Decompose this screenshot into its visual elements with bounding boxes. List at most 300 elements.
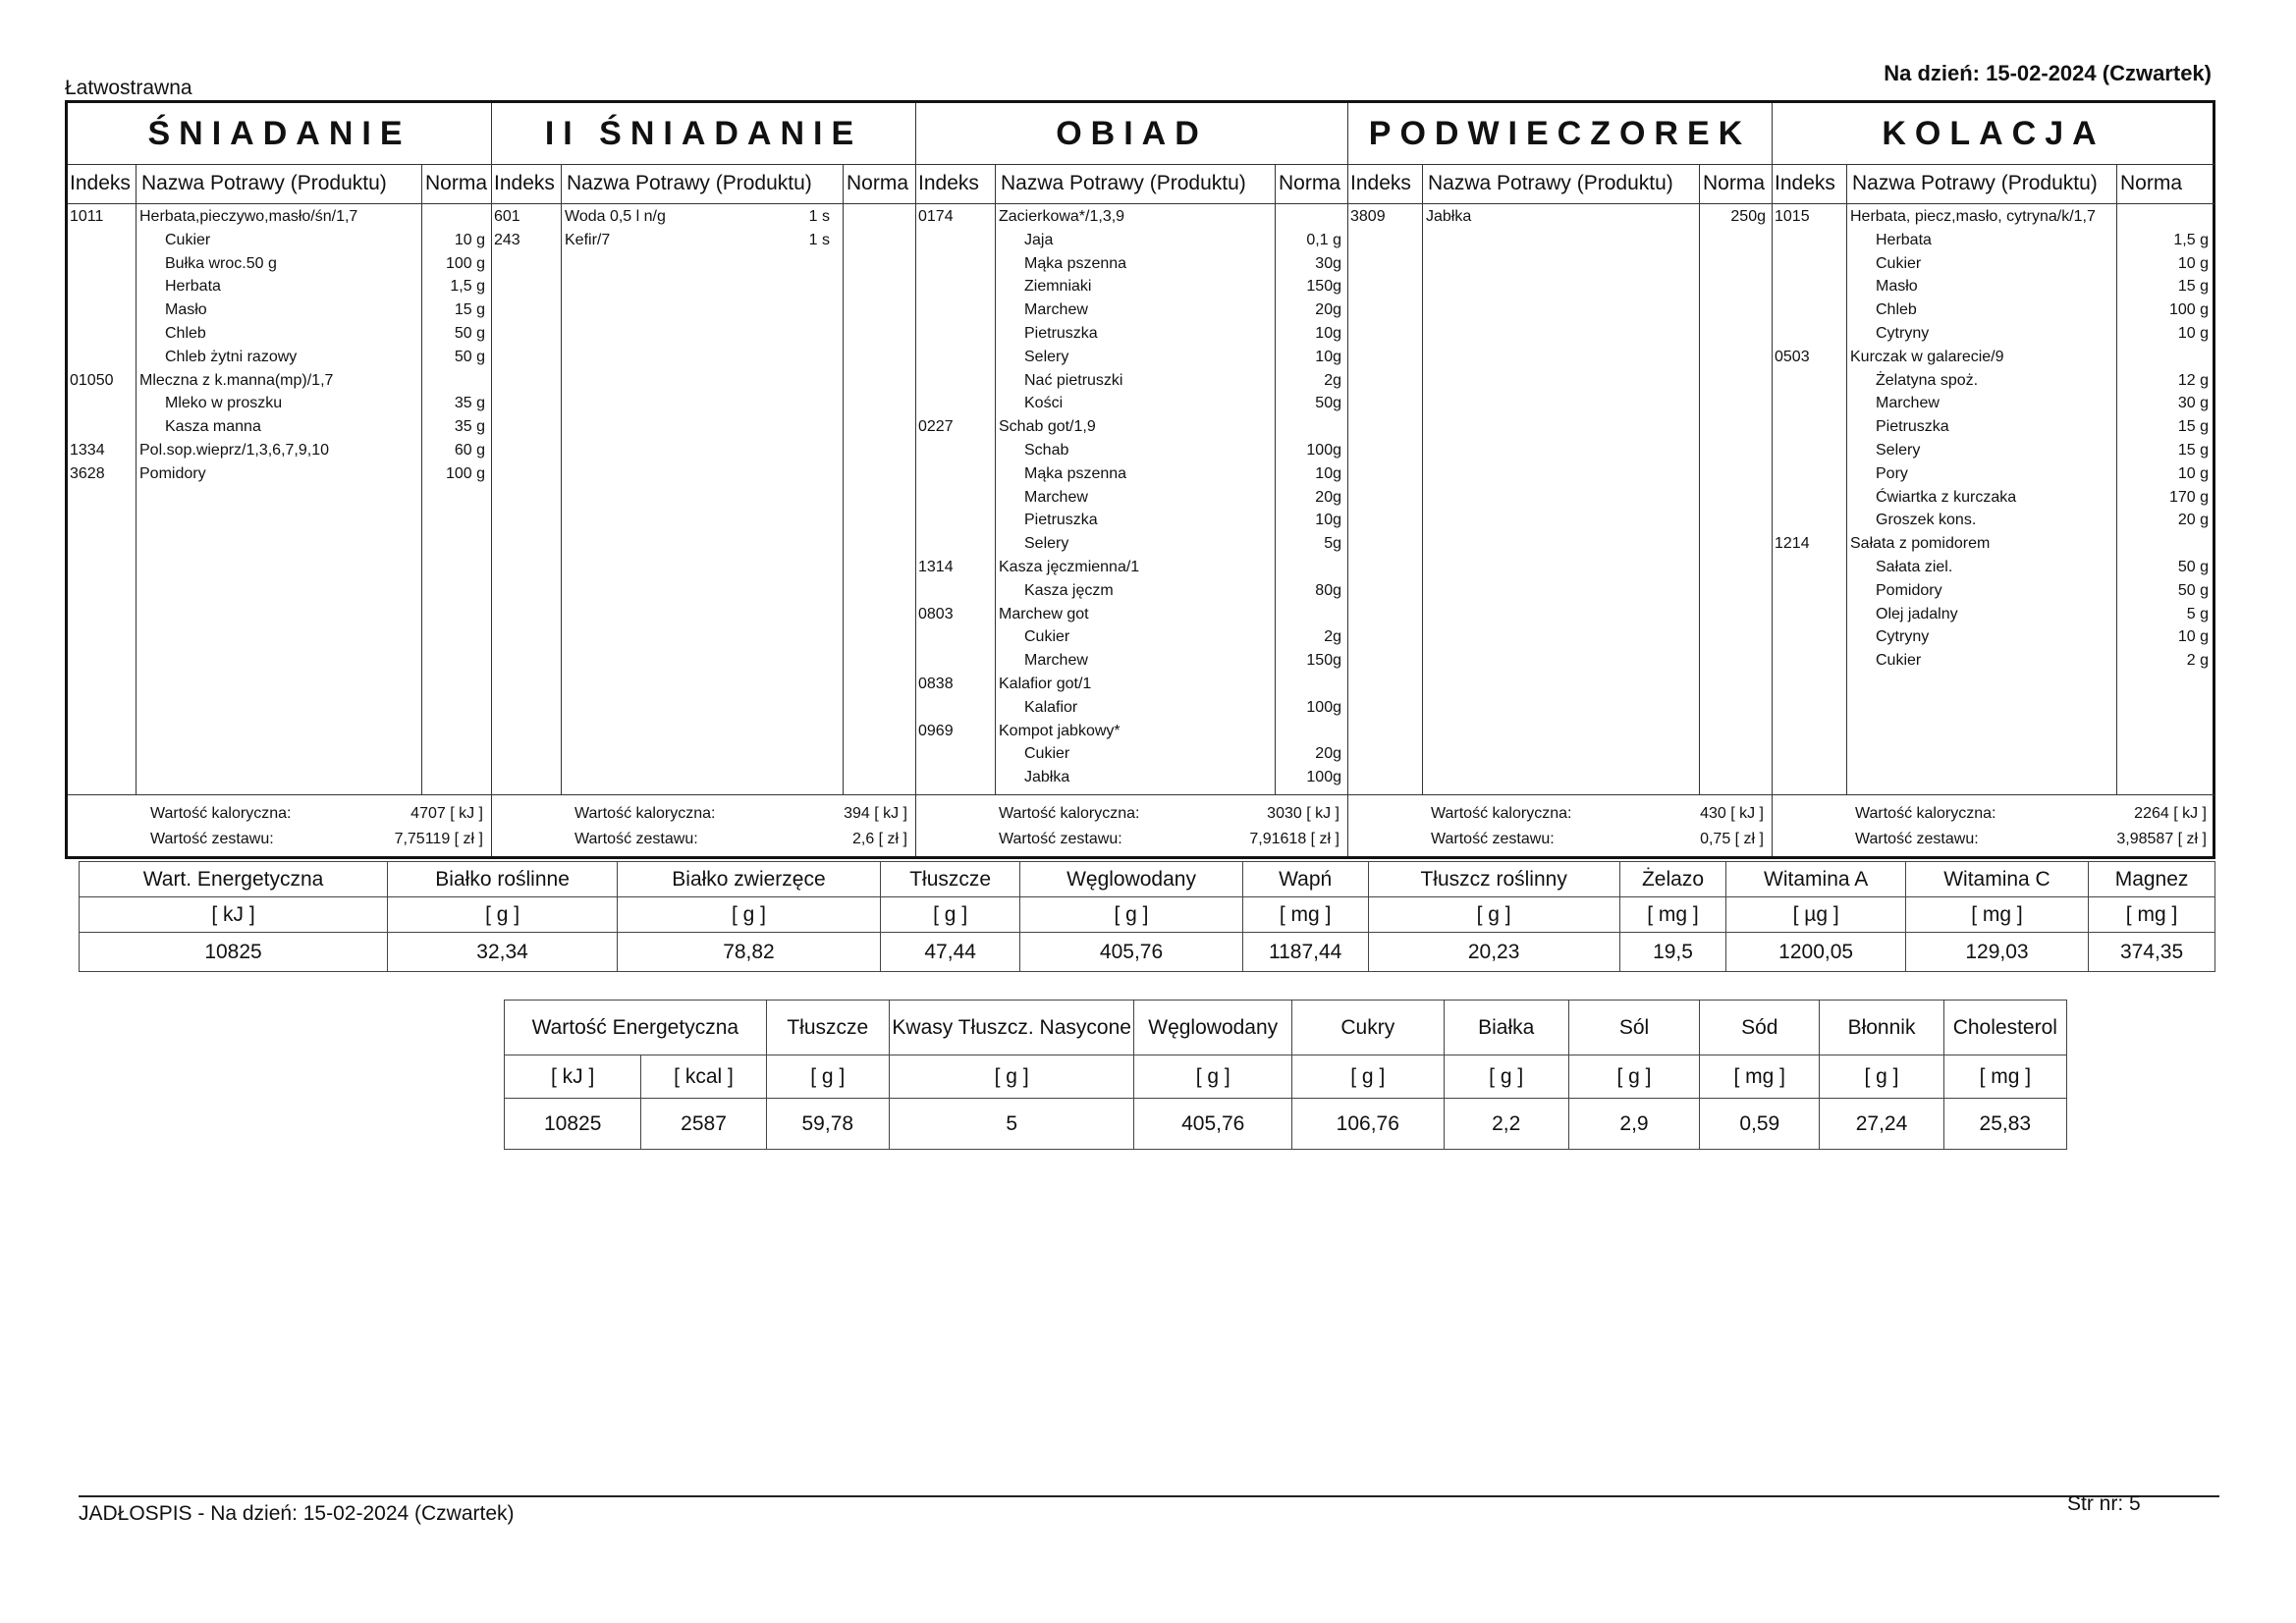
column-divider	[843, 164, 844, 795]
nutrition-value-cell: 19,5	[1619, 933, 1726, 972]
dish-norm: 50 g	[2177, 558, 2209, 575]
dish-norm: 100g	[1306, 769, 1341, 786]
dish-name: Herbata	[165, 278, 221, 296]
meal-column-headers	[916, 164, 1347, 204]
dish-row	[1348, 208, 1772, 232]
nutrition-label-table	[504, 1000, 2067, 1150]
label-value-cell: 10825	[505, 1099, 641, 1150]
dish-name: Marchew	[1024, 652, 1088, 670]
dish-norm: 35 g	[454, 395, 485, 412]
dish-row	[1773, 465, 2214, 489]
label-unit-cell: [ mg ]	[1943, 1055, 2066, 1099]
dish-norm: 2g	[1324, 628, 1341, 646]
dish-name: Groszek kons.	[1876, 512, 1977, 529]
dish-norm: 50 g	[2177, 581, 2209, 599]
page-number: Str nr: 5	[2067, 1492, 2141, 1515]
meal-title: II ŚNIADANIE	[492, 103, 915, 165]
dish-row	[492, 232, 915, 255]
dish-norm: 100 g	[2168, 301, 2209, 319]
header-name: Nazwa Potrawy (Produktu)	[1428, 172, 1673, 194]
dish-norm: 15 g	[454, 301, 485, 319]
dish-name: Marchew	[1876, 395, 1940, 412]
label-unit-cell: [ g ]	[1820, 1055, 1943, 1099]
dish-norm: 1,5 g	[450, 278, 485, 296]
nutrition-unit-cell: [ µg ]	[1726, 897, 1905, 933]
dish-row	[916, 535, 1347, 559]
dish-row	[916, 208, 1347, 232]
dish-row	[916, 301, 1347, 325]
nutrition-units-row	[80, 897, 2215, 933]
dish-row	[68, 208, 491, 232]
nutrition-value-cell: 20,23	[1368, 933, 1619, 972]
meal-title: ŚNIADANIE	[68, 103, 491, 165]
meal-cost-label: Wartość zestawu:	[150, 831, 274, 847]
dish-row	[1773, 535, 2214, 559]
header-index: Indeks	[1350, 172, 1411, 194]
header-name: Nazwa Potrawy (Produktu)	[1852, 172, 2098, 194]
dish-row	[916, 559, 1347, 582]
dish-index: 243	[494, 231, 520, 248]
dish-list	[68, 208, 491, 489]
dish-name: Pory	[1876, 464, 1908, 482]
dish-norm: 10g	[1315, 512, 1341, 529]
dish-row	[68, 372, 491, 396]
dish-row	[1773, 395, 2214, 418]
label-unit-cell: [ g ]	[1134, 1055, 1292, 1099]
meal-calories-label: Wartość kaloryczna:	[574, 805, 716, 822]
meal-cost-value: 3,98587 [ zł ]	[2116, 831, 2207, 847]
diet-type: Łatwostrawna	[65, 77, 192, 99]
meal-calories-label: Wartość kaloryczna:	[150, 805, 292, 822]
dish-name: Ćwiartka z kurczaka	[1876, 488, 2017, 506]
dish-name: Cukier	[165, 231, 211, 248]
dish-row	[68, 349, 491, 372]
dish-row	[916, 442, 1347, 465]
label-value-cell: 2,2	[1444, 1099, 1568, 1150]
dish-row	[1773, 559, 2214, 582]
footer-rule	[79, 1495, 2219, 1497]
dish-norm: 100g	[1306, 441, 1341, 459]
nutrition-header-cell: Wart. Energetyczna	[80, 862, 388, 897]
dish-norm: 35 g	[454, 418, 485, 436]
dish-norm: 150g	[1306, 652, 1341, 670]
dish-name: Kasza jęczmienna/1	[999, 558, 1140, 575]
dish-norm: 1 s	[808, 208, 830, 225]
nutrition-value-cell: 10825	[80, 933, 388, 972]
dish-name: Zacierkowa*/1,3,9	[999, 208, 1125, 225]
dish-norm: 20 g	[2177, 512, 2209, 529]
label-value-cell: 27,24	[1820, 1099, 1943, 1150]
dish-name: Marchew got	[999, 605, 1089, 622]
dish-norm: 100 g	[445, 464, 485, 482]
dish-norm: 1 s	[808, 231, 830, 248]
label-unit-cell: [ kcal ]	[641, 1055, 766, 1099]
label-value-cell: 405,76	[1134, 1099, 1292, 1150]
meal-column-4	[1348, 103, 1773, 856]
dish-row	[1773, 628, 2214, 652]
dish-name: Jabłka	[1426, 208, 1472, 225]
meal-column-3	[916, 103, 1348, 856]
nutrition-header-cell: Magnez	[2089, 862, 2215, 897]
dish-row	[1773, 442, 2214, 465]
nutrition-header-cell: Witamina C	[1905, 862, 2088, 897]
dish-norm: 15 g	[2177, 278, 2209, 296]
dish-name: Pol.sop.wieprz/1,3,6,7,9,10	[139, 441, 330, 459]
dish-name: Mąka pszenna	[1024, 464, 1127, 482]
dish-name: Marchew	[1024, 301, 1088, 319]
meal-summary	[1348, 795, 1772, 856]
dish-norm: 30 g	[2177, 395, 2209, 412]
dish-norm: 50g	[1315, 395, 1341, 412]
dish-row	[1773, 255, 2214, 279]
header-norm: Norma	[1279, 172, 1341, 194]
dish-name: Kefir/7	[565, 231, 611, 248]
dish-row	[68, 255, 491, 279]
nutrition-unit-cell: [ kJ ]	[80, 897, 388, 933]
dish-row	[916, 745, 1347, 769]
dish-norm: 15 g	[2177, 441, 2209, 459]
dish-row	[1773, 301, 2214, 325]
dish-norm: 0,1 g	[1306, 231, 1341, 248]
nutrition-header-cell: Witamina A	[1726, 862, 1905, 897]
header-norm: Norma	[847, 172, 909, 194]
dish-name: Pomidory	[139, 464, 206, 482]
dish-index: 1334	[70, 441, 105, 459]
nutrition-summary-table	[79, 861, 2215, 972]
meal-cost-label: Wartość zestawu:	[1855, 831, 1979, 847]
dish-name: Mleko w proszku	[165, 395, 283, 412]
header-index: Indeks	[918, 172, 979, 194]
nutrition-header-cell: Białko zwierzęce	[618, 862, 881, 897]
meal-column-headers	[68, 164, 491, 204]
dish-name: Masło	[1876, 278, 1918, 296]
dish-norm: 100 g	[445, 254, 485, 272]
dish-name: Bułka wroc.50 g	[165, 254, 277, 272]
meal-calories-label: Wartość kaloryczna:	[999, 805, 1140, 822]
label-headers-row	[505, 1001, 2067, 1055]
dish-name: Cukier	[1024, 745, 1070, 763]
dish-row	[916, 465, 1347, 489]
dish-row	[916, 699, 1347, 723]
label-header-cell: Błonnik	[1820, 1001, 1943, 1055]
dish-norm: 30g	[1315, 254, 1341, 272]
nutrition-value-cell: 1200,05	[1726, 933, 1905, 972]
dish-index: 1015	[1775, 208, 1810, 225]
dish-list	[492, 208, 915, 255]
meal-summary	[1773, 795, 2214, 856]
dish-name: Selery	[1024, 535, 1069, 553]
dish-norm: 20g	[1315, 301, 1341, 319]
dish-row	[68, 465, 491, 489]
label-value-cell: 25,83	[1943, 1099, 2066, 1150]
dish-name: Herbata,pieczywo,masło/śn/1,7	[139, 208, 358, 225]
meal-cost-value: 7,75119 [ zł ]	[394, 831, 483, 847]
dish-list	[1773, 208, 2214, 676]
label-value-cell: 106,76	[1292, 1099, 1445, 1150]
dish-row	[916, 628, 1347, 652]
meal-title: PODWIECZOREK	[1348, 103, 1772, 165]
dish-list	[916, 208, 1347, 792]
dish-row	[1773, 349, 2214, 372]
label-header-cell: Cukry	[1292, 1001, 1445, 1055]
dish-row	[68, 301, 491, 325]
dish-name: Kości	[1024, 395, 1064, 412]
dish-row	[68, 278, 491, 301]
dish-norm: 2 g	[2186, 652, 2209, 670]
dish-norm: 12 g	[2177, 371, 2209, 389]
label-header-cell: Cholesterol	[1943, 1001, 2066, 1055]
dish-index: 601	[494, 208, 520, 225]
nutrition-unit-cell: [ g ]	[388, 897, 618, 933]
dish-row	[916, 769, 1347, 792]
meal-column-1	[68, 103, 492, 856]
dish-name: Cukier	[1024, 628, 1070, 646]
meal-summary	[492, 795, 915, 856]
label-header-cell: Wartość Energetyczna	[505, 1001, 767, 1055]
dish-row	[1773, 418, 2214, 442]
dish-row	[68, 418, 491, 442]
nutrition-unit-cell: [ g ]	[1020, 897, 1242, 933]
column-divider	[1699, 164, 1700, 795]
dish-norm: 50 g	[454, 324, 485, 342]
label-value-cell: 5	[889, 1099, 1134, 1150]
footer-title: JADŁOSPIS - Na dzień: 15-02-2024 (Czwartek)	[79, 1502, 515, 1525]
label-value-cell: 0,59	[1700, 1099, 1820, 1150]
meal-cost-value: 7,91618 [ zł ]	[1249, 831, 1339, 847]
nutrition-unit-cell: [ mg ]	[1242, 897, 1368, 933]
dish-row	[916, 512, 1347, 535]
dish-row	[1773, 512, 2214, 535]
label-unit-cell: [ g ]	[1568, 1055, 1699, 1099]
dish-index: 0838	[918, 675, 954, 692]
meal-column-headers	[1773, 164, 2214, 204]
meal-menu-table	[65, 100, 2215, 859]
nutrition-header-cell: Wapń	[1242, 862, 1368, 897]
header-norm: Norma	[1703, 172, 1766, 194]
nutrition-value-cell: 32,34	[388, 933, 618, 972]
nutrition-header-cell: Żelazo	[1619, 862, 1726, 897]
dish-row	[916, 582, 1347, 606]
label-values-row	[505, 1099, 2067, 1150]
dish-index: 3628	[70, 464, 105, 482]
dish-name: Nać pietruszki	[1024, 371, 1123, 389]
dish-name: Cytryny	[1876, 324, 1930, 342]
dish-row	[916, 418, 1347, 442]
dish-norm: 50 g	[454, 348, 485, 365]
label-unit-cell: [ kJ ]	[505, 1055, 641, 1099]
dish-name: Olej jadalny	[1876, 605, 1958, 622]
nutrition-unit-cell: [ g ]	[618, 897, 881, 933]
label-unit-cell: [ mg ]	[1700, 1055, 1820, 1099]
nutrition-value-cell: 405,76	[1020, 933, 1242, 972]
dish-norm: 10 g	[2177, 324, 2209, 342]
meal-title: OBIAD	[916, 103, 1347, 165]
dish-name: Kasza manna	[165, 418, 261, 436]
dish-name: Ziemniaki	[1024, 278, 1092, 296]
dish-name: Herbata	[1876, 231, 1932, 248]
nutrition-header-cell: Tłuszcze	[880, 862, 1020, 897]
dish-norm: 10 g	[2177, 254, 2209, 272]
header-index: Indeks	[494, 172, 555, 194]
dish-row	[1773, 325, 2214, 349]
label-header-cell: Sód	[1700, 1001, 1820, 1055]
dish-norm: 10g	[1315, 348, 1341, 365]
dish-name: Cukier	[1876, 652, 1922, 670]
nutrition-header-cell: Białko roślinne	[388, 862, 618, 897]
dish-name: Pietruszka	[1024, 512, 1098, 529]
dish-row	[916, 723, 1347, 746]
dish-index: 0503	[1775, 348, 1810, 365]
dish-index: 3809	[1350, 208, 1386, 225]
nutrition-unit-cell: [ mg ]	[2089, 897, 2215, 933]
meal-summary	[916, 795, 1347, 856]
dish-name: Jabłka	[1024, 769, 1070, 786]
dish-norm: 60 g	[454, 441, 485, 459]
meal-cost-value: 2,6 [ zł ]	[851, 831, 907, 847]
dish-norm: 10g	[1315, 324, 1341, 342]
dish-index: 0803	[918, 605, 954, 622]
dish-name: Sałata ziel.	[1876, 558, 1953, 575]
meal-cost-value: 0,75 [ zł ]	[1700, 831, 1764, 847]
nutrition-unit-cell: [ g ]	[880, 897, 1020, 933]
header-index: Indeks	[70, 172, 131, 194]
dish-row	[916, 349, 1347, 372]
label-unit-cell: [ g ]	[889, 1055, 1134, 1099]
meal-calories-value: 430 [ kJ ]	[1700, 805, 1764, 822]
dish-row	[68, 232, 491, 255]
dish-name: Mąka pszenna	[1024, 254, 1127, 272]
dish-row	[1773, 208, 2214, 232]
nutrition-unit-cell: [ g ]	[1368, 897, 1619, 933]
dish-name: Selery	[1024, 348, 1069, 365]
dish-norm: 20g	[1315, 745, 1341, 763]
meal-cost-label: Wartość zestawu:	[999, 831, 1122, 847]
dish-name: Jaja	[1024, 231, 1054, 248]
dish-index: 1011	[70, 208, 104, 225]
dish-norm: 10 g	[2177, 464, 2209, 482]
header-norm: Norma	[425, 172, 488, 194]
dish-row	[68, 442, 491, 465]
dish-index: 1314	[918, 558, 954, 575]
dish-row	[1773, 606, 2214, 629]
dish-row	[916, 395, 1347, 418]
dish-name: Mleczna z k.manna(mp)/1,7	[139, 371, 334, 389]
nutrition-values-row	[80, 933, 2215, 972]
dish-row	[916, 606, 1347, 629]
dish-name: Chleb	[165, 324, 206, 342]
dish-norm: 20g	[1315, 488, 1341, 506]
nutrition-value-cell: 374,35	[2089, 933, 2215, 972]
nutrition-value-cell: 1187,44	[1242, 933, 1368, 972]
dish-index: 0227	[918, 418, 954, 436]
dish-name: Marchew	[1024, 488, 1088, 506]
meal-cost-label: Wartość zestawu:	[574, 831, 698, 847]
label-header-cell: Tłuszcze	[766, 1001, 889, 1055]
dish-norm: 1,5 g	[2173, 231, 2209, 248]
meal-column-2	[492, 103, 916, 856]
dish-index: 01050	[70, 371, 114, 389]
label-value-cell: 59,78	[766, 1099, 889, 1150]
dish-row	[1773, 372, 2214, 396]
dish-name: Selery	[1876, 441, 1921, 459]
nutrition-unit-cell: [ mg ]	[1905, 897, 2088, 933]
dish-index: 0174	[918, 208, 954, 225]
nutrition-header-cell: Węglowodany	[1020, 862, 1242, 897]
dish-name: Schab got/1,9	[999, 418, 1096, 436]
dish-name: Kalafior got/1	[999, 675, 1092, 692]
meal-calories-value: 2264 [ kJ ]	[2134, 805, 2207, 822]
dish-norm: 170 g	[2168, 488, 2209, 506]
dish-norm: 10 g	[2177, 628, 2209, 646]
dish-name: Woda 0,5 l n/g	[565, 208, 666, 225]
nutrition-value-cell: 47,44	[880, 933, 1020, 972]
dish-row	[916, 372, 1347, 396]
dish-row	[916, 232, 1347, 255]
column-divider	[1422, 164, 1423, 795]
label-unit-cell: [ g ]	[1444, 1055, 1568, 1099]
meal-calories-value: 4707 [ kJ ]	[410, 805, 483, 822]
dish-name: Kurczak w galarecie/9	[1850, 348, 2004, 365]
meal-column-headers	[492, 164, 915, 204]
menu-date: Na dzień: 15-02-2024 (Czwartek)	[1884, 61, 2212, 85]
dish-name: Żelatyna spoż.	[1876, 371, 1979, 389]
dish-name: Masło	[165, 301, 207, 319]
dish-row	[1773, 582, 2214, 606]
header-name: Nazwa Potrawy (Produktu)	[567, 172, 812, 194]
label-header-cell: Sól	[1568, 1001, 1699, 1055]
dish-name: Cukier	[1876, 254, 1922, 272]
dish-row	[916, 278, 1347, 301]
dish-list	[1348, 208, 1772, 232]
dish-name: Kasza jęczm	[1024, 581, 1114, 599]
dish-row	[68, 325, 491, 349]
meal-summary	[68, 795, 491, 856]
nutrition-value-cell: 78,82	[618, 933, 881, 972]
meal-calories-value: 3030 [ kJ ]	[1267, 805, 1339, 822]
header-name: Nazwa Potrawy (Produktu)	[141, 172, 387, 194]
header-name: Nazwa Potrawy (Produktu)	[1001, 172, 1246, 194]
meal-calories-label: Wartość kaloryczna:	[1431, 805, 1572, 822]
label-header-cell: Kwasy Tłuszcz. Nasycone	[889, 1001, 1134, 1055]
label-unit-cell: [ g ]	[1292, 1055, 1445, 1099]
dish-norm: 10g	[1315, 464, 1341, 482]
dish-norm: 5 g	[2186, 605, 2209, 622]
dish-name: Herbata, piecz,masło, cytryna/k/1,7	[1850, 208, 2096, 225]
dish-index: 1214	[1775, 535, 1810, 553]
dish-name: Pomidory	[1876, 581, 1942, 599]
meal-column-headers	[1348, 164, 1772, 204]
dish-norm: 2g	[1324, 371, 1341, 389]
dish-name: Schab	[1024, 441, 1069, 459]
dish-row	[68, 395, 491, 418]
dish-name: Kalafior	[1024, 698, 1078, 716]
label-unit-cell: [ g ]	[766, 1055, 889, 1099]
nutrition-value-cell: 129,03	[1905, 933, 2088, 972]
dish-row	[1773, 652, 2214, 676]
meal-title: KOLACJA	[1773, 103, 2214, 165]
dish-norm: 5g	[1324, 535, 1341, 553]
dish-norm: 10 g	[454, 231, 485, 248]
label-value-cell: 2587	[641, 1099, 766, 1150]
dish-row	[916, 255, 1347, 279]
dish-row	[916, 676, 1347, 699]
dish-row	[1773, 278, 2214, 301]
dish-name: Kompot jabkowy*	[999, 722, 1121, 739]
label-units-row	[505, 1055, 2067, 1099]
dish-row	[916, 489, 1347, 513]
label-header-cell: Węglowodany	[1134, 1001, 1292, 1055]
dish-name: Chleb żytni razowy	[165, 348, 298, 365]
